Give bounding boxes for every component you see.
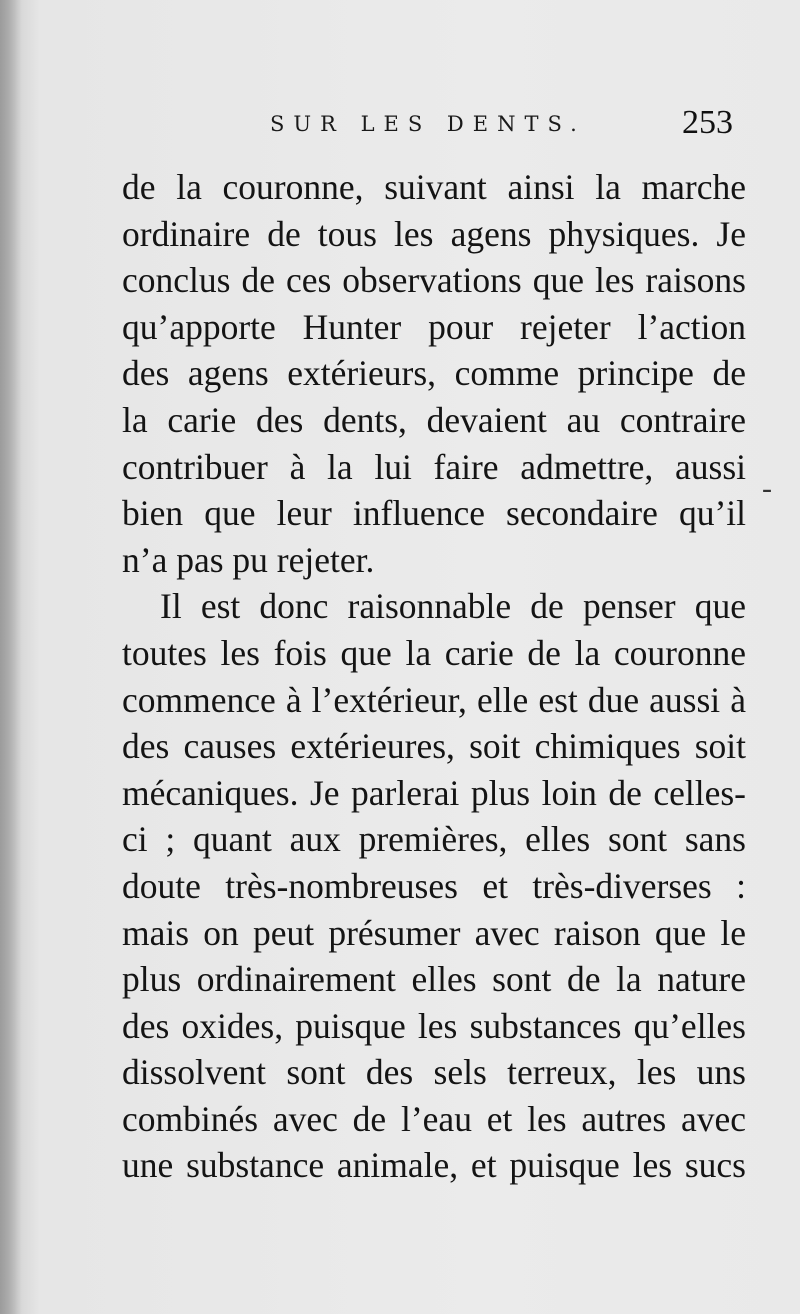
page-number: 253: [682, 104, 733, 141]
text-line: plus ordinairement elles sont de la nature: [122, 959, 746, 1000]
text-line: dissolvent sont des sels terreux, les uns: [122, 1052, 746, 1093]
text-line: combinés avec de l’eau et les autres avec: [122, 1098, 746, 1139]
text-line: mécaniques. Je parlerai plus loin de celles-: [122, 772, 746, 813]
text-line: conclus de ces observations que les raisons: [122, 260, 746, 301]
margin-dash-mark: -: [762, 472, 772, 505]
text-line: toutes les fois que la carie de la couronne: [122, 632, 746, 673]
body-text: [122, 164, 746, 1189]
running-head: SUR LES DENTS.: [270, 112, 586, 136]
text-line: qu’apporte Hunter pour rejeter l’action: [122, 306, 746, 347]
text-line: bien que leur influence secondaire qu’il: [122, 493, 746, 534]
text-line: doute très-nombreuses et très-diverses :: [122, 865, 746, 906]
text-line: de la couronne, suivant ainsi la marche: [122, 167, 746, 207]
text-line: des causes extérieures, soit chimiques soit: [122, 726, 746, 767]
text-line: une substance animale, et puisque les sucs: [122, 1145, 746, 1186]
text-line: n’a pas pu rejeter.: [122, 539, 375, 580]
text-line: ordinaire de tous les agens physiques. Je: [122, 213, 746, 254]
binding-shadow: [0, 0, 22, 1314]
text-line: mais on peut présumer avec raison que le: [122, 912, 746, 953]
text-line: contribuer à la lui faire admettre, aussi: [122, 446, 746, 487]
paragraph-start-line: Il est donc raisonnable de penser que: [160, 586, 746, 627]
text-line: des oxides, puisque les substances qu’elles: [122, 1005, 746, 1046]
text-line: ci ; quant aux premières, elles sont sans: [122, 819, 746, 860]
text-line: des agens extérieurs, comme principe de: [122, 353, 746, 394]
text-line: commence à l’extérieur, elle est due aussi à: [122, 679, 746, 720]
text-line: la carie des dents, devaient au contraire: [122, 399, 746, 440]
